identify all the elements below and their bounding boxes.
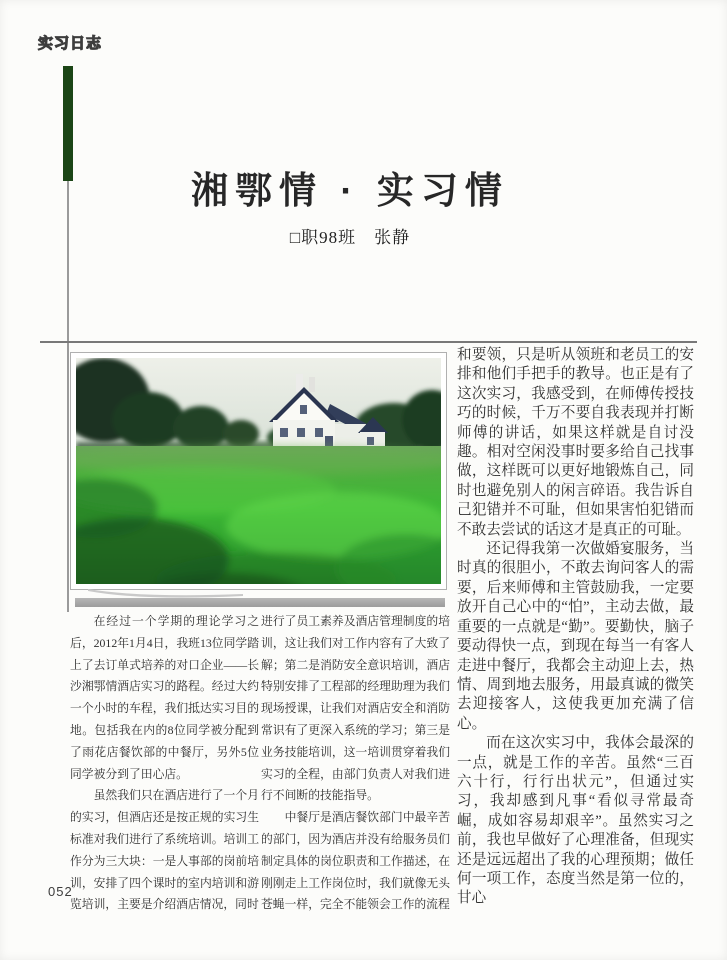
column-right [457, 346, 694, 909]
column-middle [261, 611, 450, 916]
paragraph: 进行了员工素养及酒店管理制度的培训，这让我们对工作内容有了大致了解；第二是消防安全意识培训，酒店特别安排了工程部的经理助理为我们现场授课，让我们对酒店安全和消防常识有了更深入系统的学习；第三是业务技能培训，这一培训贯穿着我们实习的全程，由部门负责人对我们进行不间断的技能指导。 [261, 614, 450, 803]
photo-underline-bar [75, 598, 445, 607]
paragraph: 中餐厅是酒店餐饮部门中最辛苦的部门，因为酒店并没有给服务员们制定具体的岗位职责和工作描述，在刚刚走上工作岗位时，我们就像无头苍蝇一样，完全不能领会工作的流程 [261, 810, 450, 912]
paragraph: 还记得我第一次做婚宴服务，当时真的很胆小，不敢去询问客人的需要，后来师傅和主管鼓励我，一定要放开自己心中的“怕”，主动去做，最重要的一点就是“勤”。要勤快，脑子要动得快一点，到现在每当一有客人走进中餐厅，我都会主动迎上去，热情、周到地去服务，用最真诚的微笑去迎接客人，这使我更加充满了信心。 [457, 541, 694, 732]
paragraph: 在经过一个学期的理论学习之后，2012年1月4日，我班13位同学踏上了去订单式培养的对口企业——长沙湘鄂情酒店实习的路程。经过大约一个小时的车程，我们抵达实习目的地。包括我在内的8位同学被分配到了雨花店餐饮部的中餐厅，另外5位同学被分到了田心店。 [70, 614, 259, 781]
page-number: 052 [48, 884, 73, 899]
section-header: 实习日志 [38, 35, 103, 52]
field-photo [70, 352, 447, 590]
paragraph: 而在这次实习中，我体会最深的一点，就是工作的辛苦。虽然“三百六十行，行行出状元”，但通过实习，我却感到凡事“看似寻常最奇崛，成如容易却艰辛”。虽然实习之前，我也早做好了心理准备，但现实还是远远超出了我的心理预期；做任何一项工作，态度当然是第一位的，甘心 [457, 735, 694, 907]
article-byline: □职98班 张静 [289, 228, 411, 247]
paragraph: 和要领，只是听从领班和老员工的安排和他们手把手的教导。也正是有了这次实习，我感受到，在师傅传授技巧的时候，千万不要自我表现并打断师傅的讲话，如果这样就是自讨没趣。相对空闲没事时要多给自己找事做，这样既可以更好地锻炼自己，同时也避免别人的闲言碎语。我告诉自己犯错并不可耻，但如果害怕犯错而不敢去尝试的话这才是真正的可耻。 [457, 347, 694, 538]
article-title: 湘鄂情 · 实习情 [191, 170, 509, 211]
photo-curl-shadow [88, 588, 248, 598]
field-photo-illustration [76, 358, 441, 584]
grass-texture [76, 444, 441, 584]
paragraph: 虽然我们只在酒店进行了一个月的实习，但酒店还是按正规的实习生标准对我们进行了系统培训。培训工作分为三大块：一是人事部的岗前培训，安排了四个课时的室内培训和游览培训，主要是介绍酒店情况，同时 [70, 788, 259, 912]
column-left [70, 611, 259, 916]
title-block [40, 160, 660, 214]
horizontal-rule [40, 341, 697, 343]
